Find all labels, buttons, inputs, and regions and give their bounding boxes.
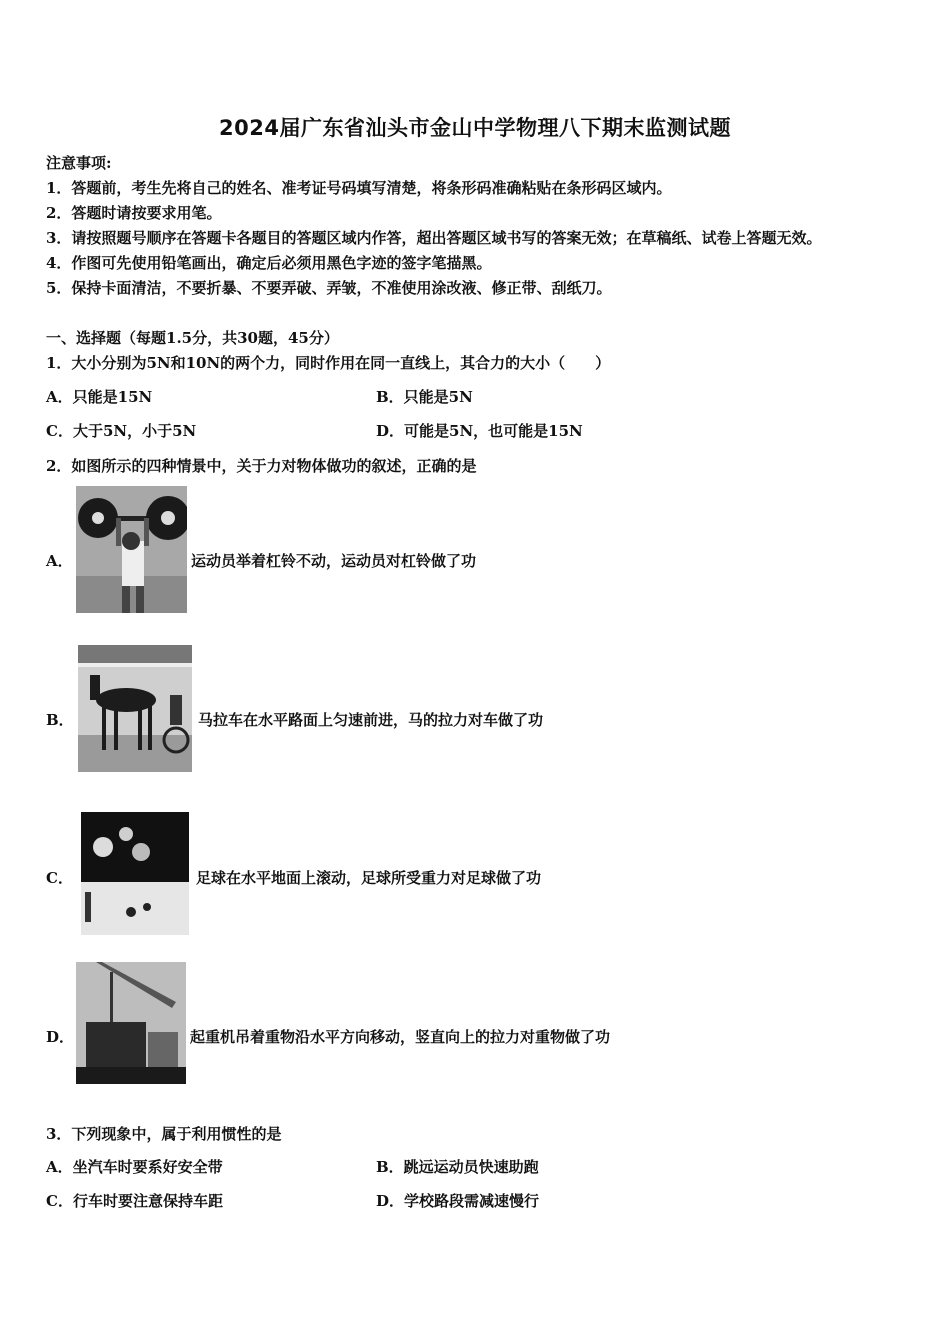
q3-option-d: D．学校路段需减速慢行 [376, 1192, 540, 1210]
q2-option-b-label: B． [46, 711, 74, 729]
q2-option-c-label: C． [46, 869, 73, 887]
q1-option-a: A．只能是15N [46, 388, 153, 406]
q1-stem: 1．大小分别为5N和10N的两个力，同时作用在同一直线上，其合力的大小（ ） [46, 354, 611, 372]
q2-stem: 2．如图所示的四种情景中，关于力对物体做功的叙述，正确的是 [46, 457, 477, 475]
q1-option-d: D．可能是5N，也可能是15N [376, 422, 583, 440]
q2-option-a-text: 运动员举着杠铃不动，运动员对杠铃做了功 [191, 552, 477, 570]
notice-item-2: 2．答题时请按要求用笔。 [46, 204, 222, 222]
notice-item-3: 3．请按照题号顺序在答题卡各题目的答题区域内作答，超出答题区域书写的答案无效；在草稿纸、试卷上答题无效。 [46, 229, 822, 247]
notice-heading: 注意事项: [46, 154, 112, 172]
q2-option-c-text: 足球在水平地面上滚动，足球所受重力对足球做了功 [196, 869, 542, 887]
soccer-image [81, 812, 189, 935]
q1-option-c: C．大于5N，小于5N [46, 422, 197, 440]
q2-option-a-label: A． [46, 552, 73, 570]
q2-option-d-text: 起重机吊着重物沿水平方向移动，竖直向上的拉力对重物做了功 [190, 1028, 611, 1046]
horse-cart-image [78, 645, 192, 772]
section-heading: 一、选择题（每题1.5分，共30题，45分） [46, 329, 339, 347]
weightlifter-image [76, 486, 187, 613]
q1-option-b: B．只能是5N [376, 388, 473, 406]
q3-option-c: C．行车时要注意保持车距 [46, 1192, 223, 1210]
q3-option-b: B．跳远运动员快速助跑 [376, 1158, 539, 1176]
q3-stem: 3．下列现象中，属于利用惯性的是 [46, 1125, 282, 1143]
notice-item-5: 5．保持卡面清洁，不要折暴、不要弄破、弄皱，不准使用涂改液、修正带、刮纸刀。 [46, 279, 612, 297]
crane-image [76, 962, 186, 1084]
notice-item-1: 1．答题前，考生先将自己的姓名、准考证号码填写清楚，将条形码准确粘贴在条形码区域内。 [46, 179, 672, 197]
q2-option-d-label: D． [46, 1028, 75, 1046]
q3-option-a: A．坐汽车时要系好安全带 [46, 1158, 223, 1176]
q2-option-b-text: 马拉车在水平路面上匀速前进，马的拉力对车做了功 [198, 711, 544, 729]
page-title: 2024届广东省汕头市金山中学物理八下期末监测试题 [219, 116, 731, 140]
notice-item-4: 4．作图可先使用铅笔画出，确定后必须用黑色字迹的签字笔描黑。 [46, 254, 492, 272]
